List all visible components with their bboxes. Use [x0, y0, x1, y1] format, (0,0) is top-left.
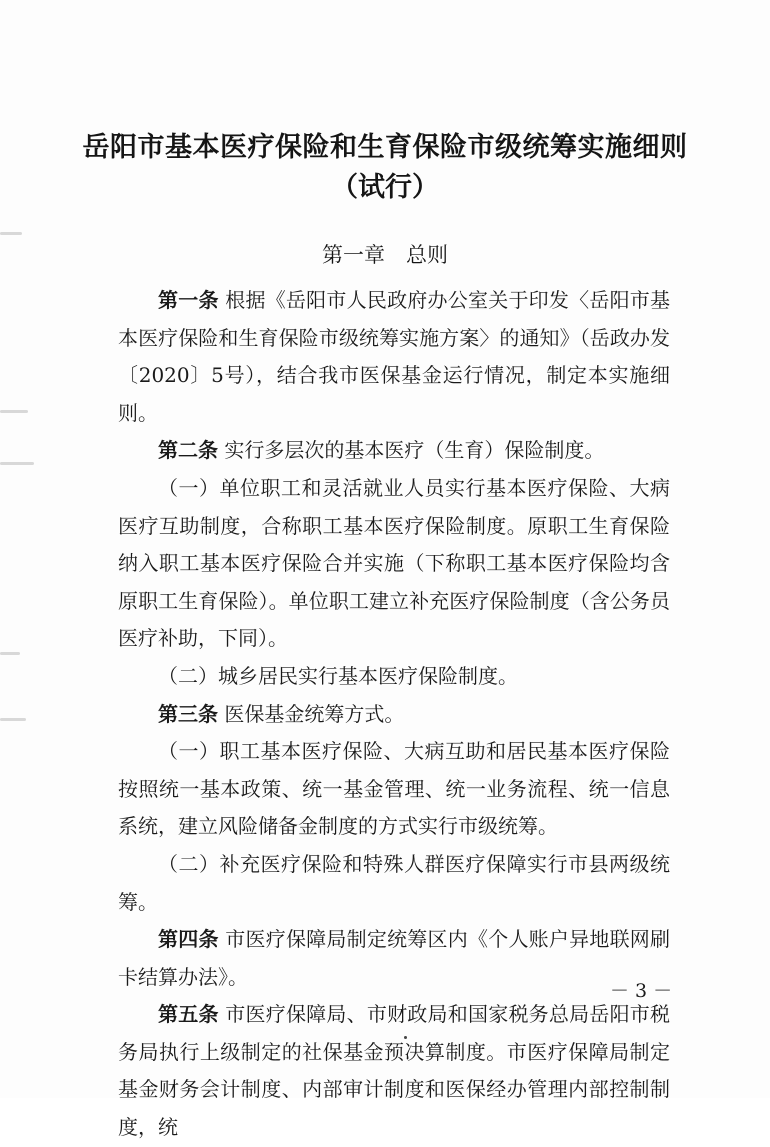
clause-text: （二）城乡居民实行基本医疗保险制度。 — [158, 663, 518, 688]
article-label: 第三条 — [158, 701, 218, 726]
article-paragraph — [118, 432, 670, 470]
article-paragraph — [118, 696, 670, 734]
article-text: 市医疗保障局制定统筹区内《个人账户异地联网刷卡结算办法》。 — [118, 927, 671, 989]
body-text — [118, 282, 673, 1147]
article-label: 第二条 — [158, 438, 218, 463]
article-label: 第一条 — [158, 288, 219, 312]
article-paragraph — [118, 282, 670, 432]
article-text: 实行多层次的基本医疗（生育）保险制度。 — [224, 438, 605, 463]
article-text: 医保基金统筹方式。 — [224, 701, 405, 726]
clause-paragraph — [118, 846, 670, 921]
scan-edge-mark — [0, 462, 34, 465]
scan-edge-mark — [0, 718, 26, 721]
article-label: 第五条 — [158, 1002, 219, 1027]
scan-edge-mark — [0, 232, 22, 235]
title-subtitle: （试行） — [331, 172, 439, 203]
clause-text: （一）单位职工和灵活就业人员实行基本医疗保险、大病医疗互助制度，合称职工基本医疗保险制度。原职工生育保险纳入职工基本医疗保险合并实施（下称职工基本医疗保险均含原职工生育保险）。单位职工建立补充医疗保险制度（含公务员医疗补助，下同）。 — [118, 475, 670, 651]
clause-text: （二）补充医疗保险和特殊人群医疗保障实行市县两级统筹。 — [118, 851, 670, 914]
article-paragraph — [118, 921, 670, 996]
title-main: 岳阳市基本医疗保险和生育保险市级统筹实施细则 — [82, 132, 688, 163]
article-text: 根据《岳阳市人民政府办公室关于印发〈岳阳市基本医疗保险和生育保险市级统筹实施方案〉的通知》（岳政办发〔2020〕5号），结合我市医保基金运行情况，制定本实施细则。 — [118, 288, 671, 425]
article-paragraph — [118, 996, 670, 1146]
article-text: 市医疗保障局、市财政局和国家税务总局岳阳市税务局执行上级制定的社保基金预决算制度。市医疗保障局制定基金财务会计制度、内部审计制度和医保经办管理内部控制制度，统 — [118, 1002, 671, 1140]
scan-edge-mark — [0, 410, 28, 413]
page-number: － 3 － — [610, 980, 673, 1002]
scan-edge-mark — [0, 652, 20, 655]
scan-dot-mark — [404, 1036, 407, 1039]
clause-text: （一）职工基本医疗保险、大病互助和居民基本医疗保险按照统一基本政策、统一基金管理、统一业务流程、统一信息系统，建立风险储备金制度的方式实行市级统筹。 — [118, 739, 670, 839]
chapter-heading: 第一章 总则 — [322, 243, 448, 267]
article-label: 第四条 — [158, 927, 219, 952]
clause-paragraph — [118, 733, 670, 846]
clause-paragraph — [118, 658, 670, 696]
clause-paragraph — [118, 470, 670, 658]
document-title — [0, 128, 770, 208]
